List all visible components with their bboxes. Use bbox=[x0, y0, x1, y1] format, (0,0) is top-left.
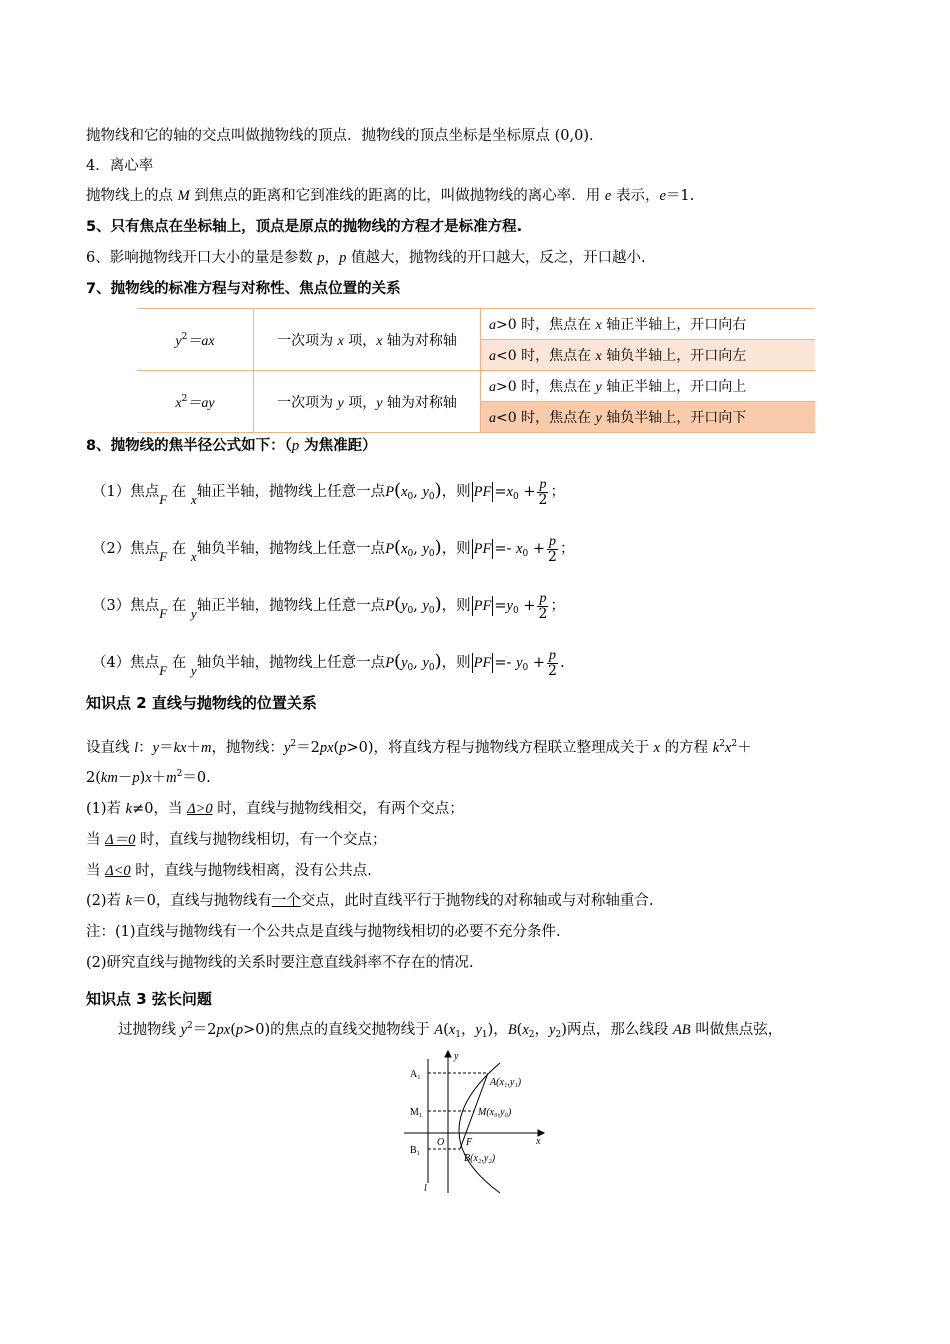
t: 时，直线与抛物线相切，有一个交点； bbox=[135, 832, 387, 848]
s6-p2: p bbox=[339, 250, 347, 266]
v-B: B bbox=[507, 1022, 517, 1038]
label-M: M(x₀,y₀) bbox=[478, 1107, 512, 1118]
label-x: x bbox=[536, 1136, 541, 1147]
plus: + bbox=[532, 541, 545, 557]
v-PF: PF bbox=[473, 598, 492, 614]
ecc-point-m: M bbox=[177, 188, 190, 204]
v-p: p bbox=[132, 770, 140, 786]
sym1-b: 项， bbox=[343, 332, 377, 349]
t: 的方程 bbox=[660, 740, 713, 756]
sign: - bbox=[506, 541, 512, 557]
plus: + bbox=[523, 484, 536, 500]
v-var: y bbox=[506, 598, 513, 614]
eq2-var: x bbox=[175, 395, 182, 411]
eccentricity-paragraph bbox=[86, 186, 694, 206]
v-x: x bbox=[653, 740, 661, 756]
v-PF: PF bbox=[473, 655, 492, 671]
v-x: x bbox=[145, 770, 152, 786]
section-4-title: 4．离心率 bbox=[86, 158, 154, 174]
pos4-b: <0 时，焦点在 bbox=[496, 410, 596, 426]
v-axis: y bbox=[190, 663, 197, 678]
plus: + bbox=[532, 655, 545, 671]
t: ： bbox=[138, 740, 153, 756]
t: 2( bbox=[86, 770, 101, 786]
y-axis-arrow bbox=[445, 1051, 451, 1057]
v-p: p bbox=[339, 740, 347, 756]
sym2-v: y bbox=[337, 395, 344, 411]
section-6 bbox=[86, 248, 646, 268]
v-var: x bbox=[401, 484, 408, 500]
table-row bbox=[137, 371, 815, 402]
v-P: P bbox=[385, 541, 395, 557]
den: 2 bbox=[538, 491, 548, 508]
eq1-rest: ＝ax bbox=[187, 333, 215, 349]
sym2-b: 项， bbox=[343, 394, 377, 411]
s6-text-c: 值越大，抛物线的开口越大，反之，开口越小. bbox=[346, 250, 646, 266]
v-var: x bbox=[506, 484, 513, 500]
t: (1)若 bbox=[86, 801, 126, 817]
t: ，则 bbox=[441, 598, 471, 614]
case-label: （1）焦点 bbox=[92, 484, 160, 500]
v-x1: x bbox=[448, 1022, 456, 1038]
plus: + bbox=[523, 598, 536, 614]
k2-line-3 bbox=[86, 799, 464, 819]
sub: 0 bbox=[522, 663, 529, 673]
s8-text-a: 8、抛物线的焦半径公式如下：（ bbox=[86, 438, 292, 454]
ecc-symbol-e2: e bbox=[659, 188, 666, 204]
v-var: x bbox=[516, 541, 523, 557]
label-B1: B₁ bbox=[410, 1145, 421, 1156]
knowledge-point-3-title: 知识点 3 弦长问题 bbox=[86, 990, 212, 1008]
focal-chord-figure bbox=[400, 1045, 550, 1195]
sub: 0 bbox=[428, 549, 435, 559]
focal-formula-4: （4）焦点F 在 y轴负半轴，抛物线上任意一点$P(y_0$, $y_0$)，则 PF =- $y_0$ + $\frac{p}{2}$ . bbox=[92, 647, 565, 679]
t: ＋ bbox=[151, 770, 167, 786]
position-cell-3 bbox=[481, 371, 816, 402]
t: ＋ bbox=[186, 740, 201, 756]
v-F: F bbox=[159, 549, 168, 564]
t: ( bbox=[443, 1022, 449, 1038]
v-y2: y bbox=[549, 1022, 556, 1038]
t: 时，直线与抛物线相交，有两个交点； bbox=[212, 801, 464, 817]
t: (2)若 bbox=[86, 893, 126, 909]
k2-line-5 bbox=[86, 861, 372, 881]
sub: 0 bbox=[428, 492, 435, 502]
k2-line-1 bbox=[86, 738, 752, 758]
pos4-a: a bbox=[489, 411, 496, 426]
v-k: k bbox=[125, 893, 133, 909]
sign: - bbox=[506, 655, 512, 671]
v-x2: x bbox=[522, 1022, 529, 1038]
symmetry-cell-2 bbox=[254, 371, 481, 433]
v-m: m bbox=[200, 740, 212, 756]
case-label: （4）焦点 bbox=[92, 655, 160, 671]
den: 2 bbox=[548, 662, 557, 679]
sub: 2 bbox=[555, 1030, 562, 1040]
t: ( bbox=[230, 1022, 236, 1038]
sym1-a: 一次项为 bbox=[277, 332, 338, 349]
table-row bbox=[137, 309, 815, 340]
pos3-b: >0 时，焦点在 bbox=[496, 379, 596, 395]
t: ＝2 bbox=[296, 740, 320, 756]
focal-formula-3: （3）焦点F 在 y轴正半轴，抛物线上任意一点$P(y_0$, $y_0$)，则 PF $=y_0$ + $\frac{p}{2}$ ； bbox=[92, 590, 565, 622]
t: 在 bbox=[167, 598, 191, 614]
delta-negative: Δ<0 bbox=[105, 863, 131, 879]
pos3-v: y bbox=[595, 380, 602, 395]
section-7-title: 7、抛物线的标准方程与对称性、焦点位置的关系 bbox=[86, 281, 401, 297]
sup: 2 bbox=[731, 739, 738, 749]
sym2-v2: y bbox=[376, 395, 383, 411]
pos1-c: 轴正半轴上，开口向右 bbox=[601, 317, 747, 333]
t: >0)的焦点的直线交抛物线于 bbox=[243, 1022, 435, 1038]
t: ； bbox=[560, 541, 575, 557]
eq2-rest: ＝ay bbox=[187, 395, 215, 411]
sub: 0 bbox=[512, 492, 519, 502]
focal-formula-2: （2）焦点F 在 x轴负半轴，抛物线上任意一点$P(x_0$, $y_0$)，则 PF =- $x_0$ + $\frac{p}{2}$ ； bbox=[92, 533, 575, 565]
t: － bbox=[117, 770, 133, 786]
t: 时，直线与抛物线相离，没有公共点. bbox=[130, 863, 372, 879]
parabola-relation-table bbox=[137, 308, 815, 433]
v-y: y bbox=[180, 1022, 188, 1038]
v-k: k bbox=[125, 801, 133, 817]
t: 轴负半轴，抛物线上任意一点 bbox=[196, 655, 386, 671]
v-l: l bbox=[134, 740, 139, 756]
den: 2 bbox=[548, 548, 557, 565]
eq: = bbox=[494, 541, 507, 557]
den: 2 bbox=[538, 605, 548, 622]
ecc-text-a: 抛物线上的点 bbox=[86, 188, 178, 204]
t: ； bbox=[550, 484, 565, 500]
t: )， bbox=[487, 1022, 508, 1038]
v-var: y bbox=[401, 655, 408, 671]
pos2-c: 轴负半轴上，开口向左 bbox=[601, 348, 747, 364]
s6-text-b: ， bbox=[324, 250, 340, 266]
sub: 0 bbox=[407, 606, 414, 616]
v-y: y bbox=[152, 740, 160, 756]
t: . bbox=[560, 655, 565, 671]
t: ( bbox=[333, 740, 340, 756]
sub: 2 bbox=[528, 1030, 535, 1040]
t: ，抛物线： bbox=[211, 740, 284, 756]
eq1-var: y bbox=[175, 333, 182, 349]
case-label: （2）焦点 bbox=[92, 541, 160, 557]
pos4-c: 轴负半轴上，开口向下 bbox=[601, 410, 747, 426]
num: p bbox=[539, 590, 547, 606]
t: 轴负半轴，抛物线上任意一点 bbox=[196, 541, 386, 557]
t: ＋ bbox=[737, 740, 752, 756]
label-A1: A₁ bbox=[410, 1069, 421, 1080]
t: 叫做焦点弦， bbox=[690, 1022, 783, 1038]
v-var: y bbox=[516, 655, 523, 671]
t: 轴正半轴，抛物线上任意一点 bbox=[196, 484, 386, 500]
v-y2: y bbox=[283, 740, 291, 756]
position-cell-2 bbox=[481, 340, 816, 371]
v-axis: y bbox=[190, 606, 197, 621]
sub: 0 bbox=[407, 492, 414, 502]
p-over-2 bbox=[547, 534, 558, 565]
k2-line-6 bbox=[86, 891, 653, 911]
pos2-a: a bbox=[489, 349, 496, 364]
p-over-2 bbox=[547, 648, 558, 679]
t: ) bbox=[139, 770, 146, 786]
pos2-b: <0 时，焦点在 bbox=[496, 348, 596, 364]
position-cell-4 bbox=[481, 402, 816, 433]
label-O: O bbox=[437, 1137, 445, 1148]
t: 交点，此时直线平行于抛物线的对称轴或与对称轴重合. bbox=[300, 893, 654, 909]
t: ， bbox=[460, 1022, 476, 1038]
vertex-text: 抛物线和它的轴的交点叫做抛物线的顶点．抛物线的顶点坐标是坐标原点 bbox=[86, 128, 555, 144]
p-over-2 bbox=[537, 477, 548, 508]
v-x2: x bbox=[724, 740, 732, 756]
v-AB: AB bbox=[672, 1022, 691, 1038]
delta-positive: Δ>0 bbox=[187, 801, 213, 817]
p-over-2 bbox=[537, 591, 548, 622]
sub: 0 bbox=[428, 606, 435, 616]
t: 设直线 bbox=[86, 740, 135, 756]
vertex-coordinate: (0,0) bbox=[554, 128, 589, 144]
pos3-a: a bbox=[489, 380, 496, 395]
pos2-v: x bbox=[595, 349, 602, 364]
v-axis: x bbox=[190, 549, 197, 564]
t: 当 bbox=[86, 863, 106, 879]
num: p bbox=[549, 533, 556, 549]
v-F: F bbox=[159, 663, 168, 678]
section-8-title bbox=[86, 436, 377, 456]
t: 在 bbox=[167, 484, 191, 500]
pos1-b: >0 时，焦点在 bbox=[496, 317, 596, 333]
label-l: l bbox=[424, 1183, 427, 1194]
k2-note-1: 注：(1)直线与抛物线有一个公共点是直线与抛物线相切的必要不充分条件. bbox=[86, 924, 561, 940]
sup: 2 bbox=[719, 739, 725, 749]
pos1-v: x bbox=[595, 318, 602, 333]
symmetry-cell-1 bbox=[254, 309, 481, 371]
s8-text-b: 为焦准距） bbox=[299, 438, 377, 454]
v-F: F bbox=[159, 492, 168, 507]
section-5: 5、只有焦点在坐标轴上，顶点是原点的抛物线的方程才是标准方程. bbox=[86, 219, 523, 235]
sub: 1 bbox=[455, 1030, 461, 1040]
k2-line-4 bbox=[86, 830, 386, 850]
v-p: p bbox=[235, 1022, 244, 1038]
label-A: A(x₁,y₁) bbox=[490, 1077, 522, 1088]
t: ＝2 bbox=[192, 1022, 217, 1038]
label-M1: M₁ bbox=[410, 1107, 423, 1118]
label-B: B(x₂,y₂) bbox=[464, 1153, 496, 1164]
v-var: y bbox=[401, 598, 408, 614]
v-px: px bbox=[319, 740, 334, 756]
t: ＝0，直线与抛物线有 bbox=[132, 893, 272, 909]
t: ； bbox=[550, 598, 565, 614]
v-k: k bbox=[712, 740, 720, 756]
v-PF: PF bbox=[473, 541, 492, 557]
equation-cell-2: $x^2=ay$ bbox=[137, 371, 254, 433]
t: ， bbox=[534, 1022, 550, 1038]
t: 在 bbox=[167, 655, 191, 671]
ecc-symbol-e: e bbox=[604, 188, 612, 204]
k3-paragraph bbox=[118, 1020, 782, 1040]
vertex-end: ． bbox=[588, 128, 604, 144]
t: 轴正半轴，抛物线上任意一点 bbox=[196, 598, 386, 614]
sym2-a: 一次项为 bbox=[277, 394, 338, 411]
sup: 2 bbox=[290, 739, 297, 749]
sym2-c: 轴为对称轴 bbox=[382, 394, 457, 411]
t: 当 bbox=[86, 832, 106, 848]
v-P: P bbox=[385, 655, 395, 671]
t: ＝ bbox=[159, 740, 174, 756]
num: p bbox=[549, 647, 556, 663]
eq: = bbox=[494, 598, 507, 614]
t: ，则 bbox=[441, 541, 471, 557]
t: 过抛物线 bbox=[118, 1022, 181, 1038]
equation-cell-1: $y^2=ax$ bbox=[137, 309, 254, 371]
ecc-value: ＝1. bbox=[665, 188, 695, 204]
t: )两点，那么线段 bbox=[561, 1022, 673, 1038]
num: p bbox=[539, 476, 547, 492]
t: ＝0. bbox=[182, 770, 211, 786]
v-px: px bbox=[216, 1022, 231, 1038]
v-A: A bbox=[434, 1022, 444, 1038]
t: ≠0，当 bbox=[132, 801, 188, 817]
knowledge-point-2-title: 知识点 2 直线与抛物线的位置关系 bbox=[86, 694, 317, 712]
pos4-v: y bbox=[595, 411, 602, 426]
v-var: x bbox=[401, 541, 408, 557]
ecc-text-c: 表示， bbox=[611, 188, 660, 204]
v-y1: y bbox=[475, 1022, 482, 1038]
t: ，则 bbox=[441, 484, 471, 500]
v-P: P bbox=[385, 484, 395, 500]
v-PF: PF bbox=[473, 484, 492, 500]
sub: 0 bbox=[407, 549, 414, 559]
label-y: y bbox=[454, 1051, 459, 1062]
pos1-a: a bbox=[489, 318, 496, 333]
focal-formula-1: （1）焦点F 在 x轴正半轴，抛物线上任意一点$P(x_0$, $y_0$)，则 PF $=x_0$ + $\frac{p}{2}$ ； bbox=[92, 476, 565, 508]
v-m: m bbox=[166, 770, 177, 786]
t: ，则 bbox=[441, 655, 471, 671]
one-intersection: 一个 bbox=[271, 893, 301, 909]
sym1-v2: x bbox=[376, 333, 383, 349]
eq: = bbox=[494, 655, 507, 671]
sub: 0 bbox=[407, 663, 414, 673]
sym1-v: x bbox=[337, 333, 344, 349]
s6-p1: p bbox=[317, 250, 325, 266]
k2-note-2: (2)研究直线与抛物线的关系时要注意直线斜率不存在的情况. bbox=[86, 955, 474, 971]
sub: 1 bbox=[481, 1030, 488, 1040]
t: ( bbox=[516, 1022, 523, 1038]
sup: 2 bbox=[176, 769, 183, 779]
v-km: km bbox=[100, 770, 118, 786]
t: 在 bbox=[167, 541, 191, 557]
vertex-paragraph bbox=[86, 126, 603, 146]
eq: = bbox=[494, 484, 507, 500]
sub: 0 bbox=[428, 663, 435, 673]
sub: 0 bbox=[512, 606, 519, 616]
delta-zero: Δ＝0 bbox=[105, 832, 136, 848]
case-label: （3）焦点 bbox=[92, 598, 160, 614]
sym1-c: 轴为对称轴 bbox=[382, 332, 457, 349]
t: >0)，将直线方程与抛物线方程联立整理成关于 bbox=[346, 740, 654, 756]
pos3-c: 轴正半轴上，开口向上 bbox=[601, 379, 747, 395]
v-F: F bbox=[159, 606, 168, 621]
v-P: P bbox=[385, 598, 395, 614]
sup: 2 bbox=[187, 1021, 193, 1031]
v-axis: x bbox=[190, 492, 197, 507]
ecc-text-b: 到焦点的距离和它到准线的距离的比，叫做抛物线的离心率．用 bbox=[189, 188, 605, 204]
s6-text-a: 6、影响抛物线开口大小的量是参数 bbox=[86, 250, 318, 266]
sub: 0 bbox=[522, 549, 529, 559]
position-cell-1 bbox=[481, 309, 816, 340]
label-F: F bbox=[466, 1137, 473, 1148]
s8-p: p bbox=[291, 438, 300, 454]
v-kx: kx bbox=[173, 740, 187, 756]
k2-line-2 bbox=[86, 768, 211, 788]
